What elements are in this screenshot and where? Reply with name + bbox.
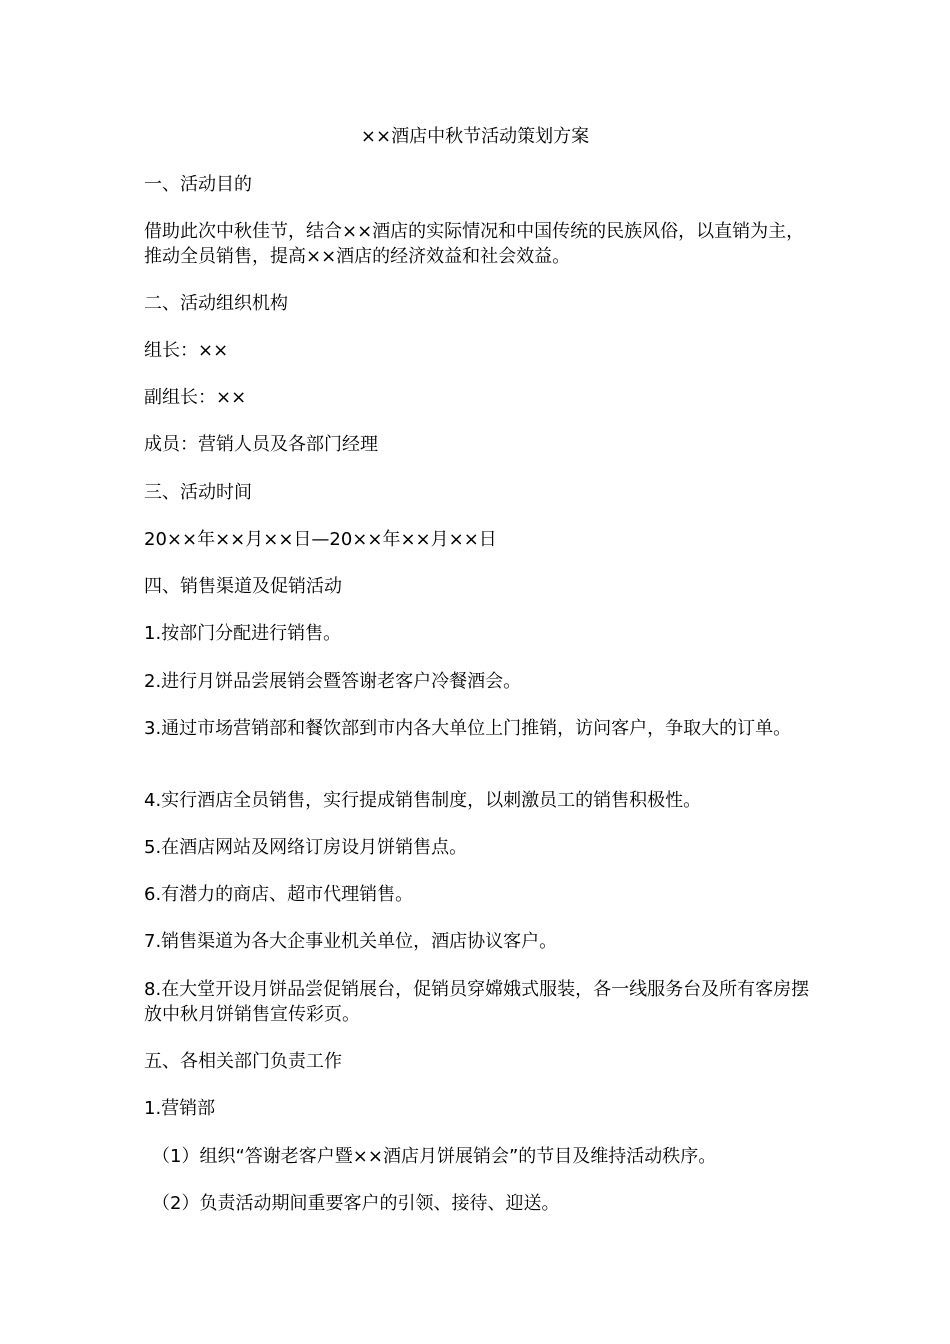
section-heading-purpose: 一、活动目的 bbox=[144, 174, 252, 195]
line-members: 成员：营销人员及各部门经理 bbox=[144, 434, 378, 455]
list-item-8: 8.在大堂开设月饼品尝促销展台，促销员穿嫦娥式服装，各一线服务台及所有客房摆放中秋月饼销售宣传彩页。 bbox=[144, 979, 810, 1025]
line-leader: 组长：×× bbox=[144, 340, 229, 361]
sub-item-1: （1）组织“答谢老客户暨××酒店月饼展销会”的节目及维持活动秩序。 bbox=[152, 1146, 717, 1167]
section-heading-time: 三、活动时间 bbox=[144, 482, 252, 503]
list-item-6: 6.有潜力的商店、超市代理销售。 bbox=[144, 884, 414, 905]
list-item-7: 7.销售渠道为各大企事业机关单位，酒店协议客户。 bbox=[144, 931, 558, 952]
document-title: ××酒店中秋节活动策划方案 bbox=[360, 126, 590, 147]
list-item-5: 5.在酒店网站及网络订房设月饼销售点。 bbox=[144, 837, 468, 858]
list-item-2: 2.进行月饼品尝展销会暨答谢老客户冷餐酒会。 bbox=[144, 671, 522, 692]
sub-item-2: （2）负责活动期间重要客户的引领、接待、迎送。 bbox=[152, 1193, 560, 1214]
list-item-1: 1.按部门分配进行销售。 bbox=[144, 623, 342, 644]
list-item-4: 4.实行酒店全员销售，实行提成销售制度，以刺激员工的销售积极性。 bbox=[144, 790, 702, 811]
subsection-marketing: 1.营销部 bbox=[144, 1098, 216, 1119]
section-heading-departments: 五、各相关部门负责工作 bbox=[144, 1051, 342, 1072]
line-time-range: 20××年××月××日—20××年××月××日 bbox=[144, 529, 497, 550]
section-heading-channels: 四、销售渠道及促销活动 bbox=[144, 576, 342, 597]
list-item-3: 3.通过市场营销部和餐饮部到市内各大单位上门推销，访问客户，争取大的订单。 bbox=[144, 718, 792, 739]
paragraph-purpose: 借助此次中秋佳节，结合××酒店的实际情况和中国传统的民族风俗，以直销为主，推动全员销售，提高××酒店的经济效益和社会效益。 bbox=[144, 221, 805, 267]
section-heading-organization: 二、活动组织机构 bbox=[144, 293, 288, 314]
line-deputy-leader: 副组长：×× bbox=[144, 387, 247, 408]
